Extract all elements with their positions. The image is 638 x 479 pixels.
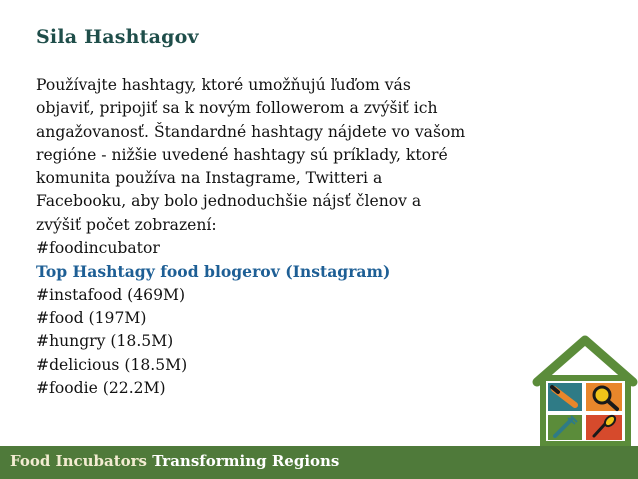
paragraph-line: angažovanosť. Štandardné hashtagy nájdete vo vašom (36, 122, 466, 141)
knife-icon (548, 383, 582, 411)
slide-body (36, 74, 596, 400)
hashtag-item: #food (197M) (36, 308, 147, 327)
primary-hashtag: #foodincubator (36, 239, 160, 258)
whisk-icon (586, 414, 622, 440)
paragraph-line: regióne - nižšie uvedené hashtagy sú príklady, ktoré (36, 145, 448, 164)
footer-tagline-part2: Transforming Regions (152, 452, 340, 470)
hashtag-item: #hungry (18.5M) (36, 332, 174, 351)
paragraph-line: Facebooku, aby bolo jednoduchšie nájsť členov a (36, 192, 422, 211)
footer-tagline-part1: Food Incubators (10, 452, 153, 470)
footer-bar (0, 446, 638, 479)
hashtag-item: #foodie (22.2M) (36, 378, 166, 397)
hashtag-item: #delicious (18.5M) (36, 355, 188, 374)
page-title: Sila Hashtagov (36, 26, 199, 48)
paragraph-line: zvýšiť počet zobrazení: (36, 215, 217, 234)
paragraph-line: objaviť, pripojiť sa k novým followerom a zvýšiť ich (36, 99, 438, 118)
fork-icon (548, 415, 582, 440)
footer-tagline (10, 452, 339, 470)
top-hashtags-heading: Top Hashtagy food blogerov (Instagram) (36, 262, 391, 282)
hashtag-item: #instafood (469M) (36, 285, 186, 304)
food-incubator-logo (531, 332, 638, 446)
magnifier-icon (586, 383, 622, 411)
paragraph-line: Používajte hashtagy, ktoré umožňujú ľuďom vás (36, 76, 411, 94)
paragraph-line: komunita používa na Instagrame, Twitteri a (36, 169, 383, 188)
